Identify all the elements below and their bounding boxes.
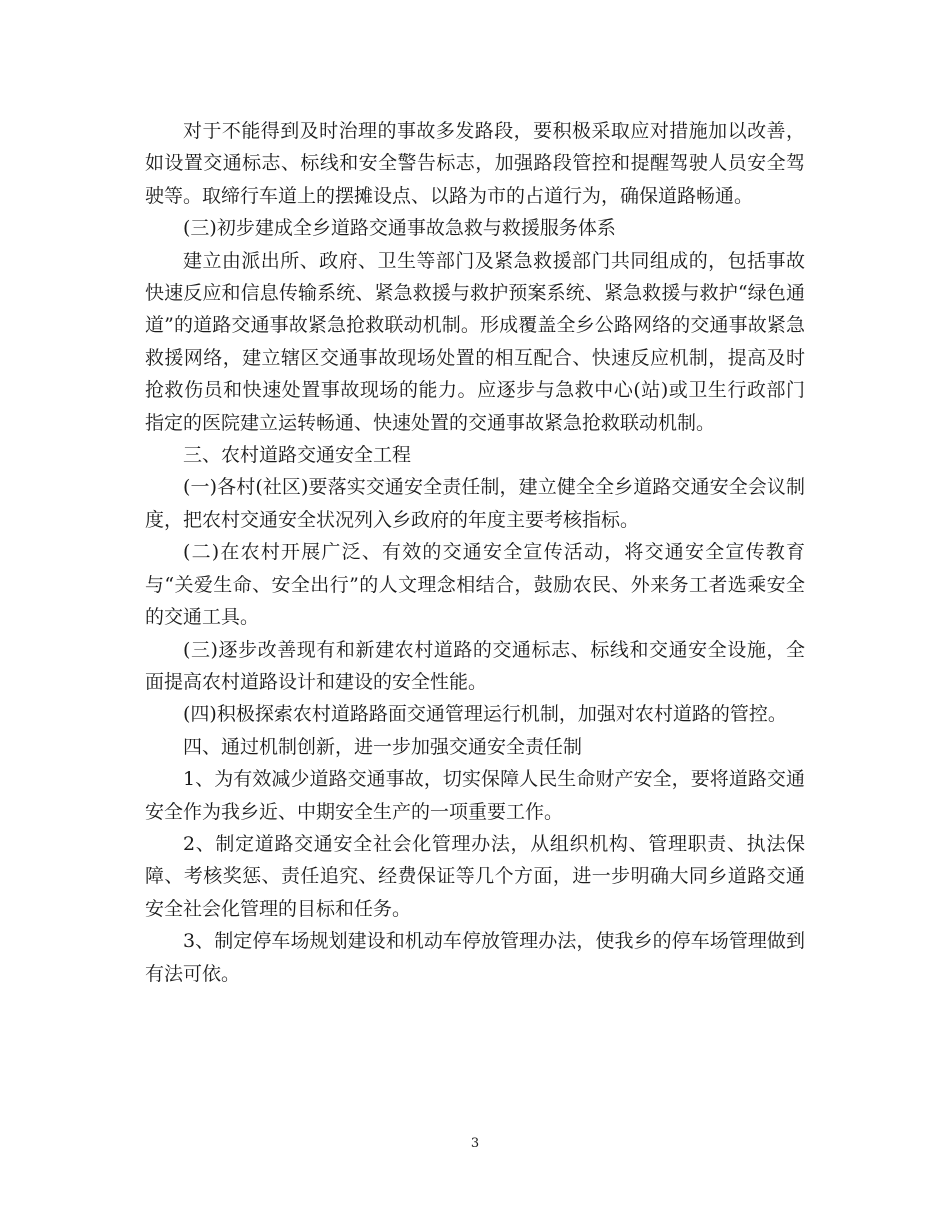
heading-mechanism-innovation: 四、通过机制创新，进一步加强交通安全责任制	[183, 735, 583, 758]
paragraph-road-facilities: (三)逐步改善现有和新建农村道路的交通标志、标线和交通安全设施，全面提高农村道路设计和建设的安全性能。	[145, 638, 805, 693]
paragraph-village-responsibility: (一)各村(社区)要落实交通安全责任制，建立健全全乡道路交通安全会议制度，把农村交通安全状况列入乡政府的年度主要考核指标。	[145, 476, 805, 531]
document-body	[145, 115, 805, 990]
page-number: 3	[470, 1136, 480, 1151]
list-item-2: 2、制定道路交通安全社会化管理办法，从组织机构、管理职责、执法保障、考核奖惩、责任追究、经费保证等几个方面，进一步明确大同乡道路交通安全社会化管理的目标和任务。	[145, 832, 805, 920]
paragraph-accident-road-sections: 对于不能得到及时治理的事故多发路段，要积极采取应对措施加以改善，如设置交通标志、标线和安全警告标志，加强路段管控和提醒驾驶人员安全驾驶等。取缔行车道上的摆摊设点、以路为市的占道行为，确保道路畅通。	[145, 120, 805, 207]
list-item-1: 1、为有效减少道路交通事故，切实保障人民生命财产安全，要将道路交通安全作为我乡近、中期安全生产的一项重要工作。	[145, 768, 805, 823]
paragraph-road-management: (四)积极探索农村道路路面交通管理运行机制，加强对农村道路的管控。	[183, 703, 787, 726]
list-item-3: 3、制定停车场规划建设和机动车停放管理办法，使我乡的停车场管理做到有法可依。	[145, 930, 805, 985]
heading-rural-road-safety: 三、农村道路交通安全工程	[183, 444, 412, 467]
paragraph-safety-publicity: (二)在农村开展广泛、有效的交通安全宣传活动，将交通安全宣传教育与“关爱生命、安全出行”的人文理念相结合，鼓励农民、外来务工者选乘安全的交通工具。	[145, 541, 805, 629]
paragraph-rescue-linkage-mechanism: 建立由派出所、政府、卫生等部门及紧急救援部门共同组成的，包括事故快速反应和信息传输系统、紧急救援与救护预案系统、紧急救援与救护“绿色通道”的道路交通事故紧急抢救联动机制。形成覆盖全乡公路网络的交通事故紧急救援网络，建立辖区交通事故现场处置的相互配合、快速反应机制，提高及时抢救伤员和快速处置事故现场的能力。应逐步与急救中心(站)或卫生行政部门指定的医院建立运转畅通、快速处置的交通事故紧急抢救联动机制。	[145, 249, 805, 434]
heading-emergency-rescue-system: (三)初步建成全乡道路交通事故急救与救援服务体系	[183, 217, 616, 240]
